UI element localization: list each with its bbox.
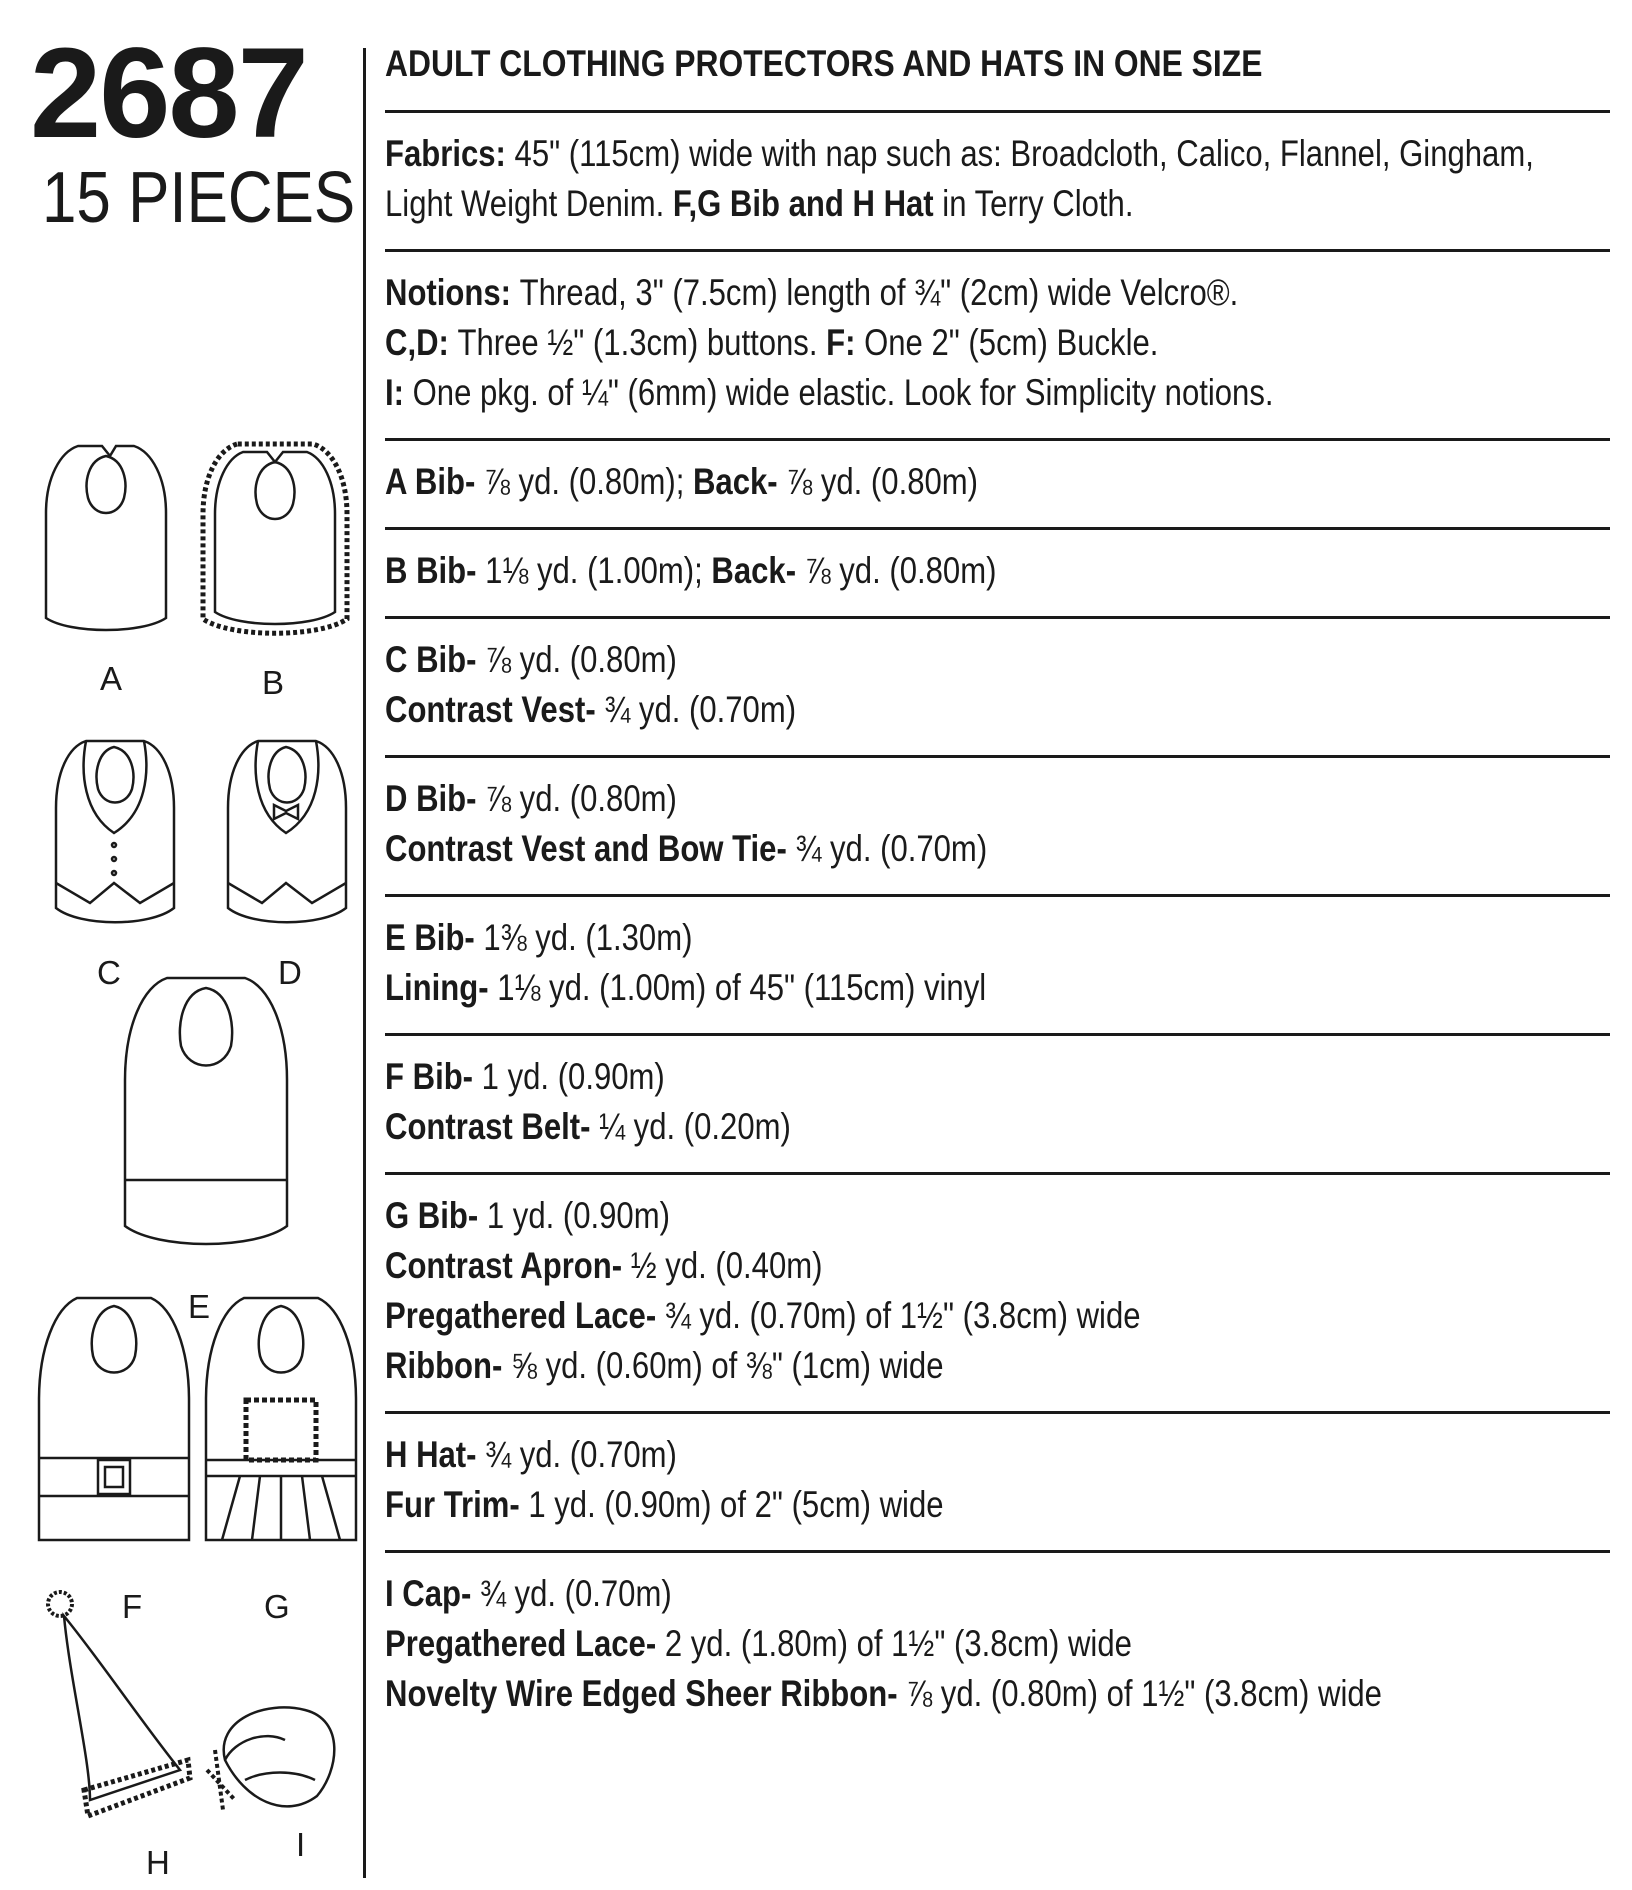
- requirement-label: C,D:: [385, 322, 458, 363]
- requirement-line: [385, 1191, 1414, 1241]
- requirement-section: [385, 1033, 1610, 1172]
- requirement-label: Fabrics:: [385, 133, 515, 174]
- requirement-text: 2 yd. (1.80m) of 1½" (3.8cm) wide: [664, 1623, 1132, 1664]
- requirement-section: [385, 249, 1610, 438]
- figure-label-e: E: [188, 1288, 211, 1325]
- requirement-label: G Bib-: [385, 1195, 487, 1236]
- requirement-text: ¼ yd. (0.20m): [599, 1106, 791, 1147]
- requirement-line: [385, 546, 1414, 596]
- requirement-label: F Bib-: [385, 1056, 482, 1097]
- requirement-label: Contrast Apron-: [385, 1245, 631, 1286]
- requirement-line: [385, 268, 1414, 318]
- requirement-section: [385, 1172, 1610, 1411]
- hat-h-illustration: [40, 1590, 190, 1850]
- requirement-line: [385, 1669, 1414, 1719]
- requirement-text: ⅝ yd. (0.60m) of ⅜" (1cm) wide: [511, 1345, 944, 1386]
- requirement-line: [385, 368, 1414, 418]
- requirement-line: [385, 1052, 1414, 1102]
- requirement-text: 1 yd. (0.90m): [486, 1195, 670, 1236]
- requirement-label: B Bib-: [385, 550, 486, 591]
- requirement-line: [385, 963, 1414, 1013]
- requirement-label: I Cap-: [385, 1573, 480, 1614]
- bib-d-illustration: [222, 733, 352, 933]
- requirement-line: [385, 1341, 1414, 1391]
- pieces-count: 15 PIECES: [42, 158, 356, 238]
- requirement-label: Pregathered Lace-: [385, 1623, 665, 1664]
- requirement-text: One pkg. of ¼" (6mm) wide elastic. Look for Simplicity notions.: [412, 372, 1274, 413]
- requirement-section: [385, 110, 1610, 249]
- requirement-line: [385, 1619, 1414, 1669]
- requirement-text: ¾ yd. (0.70m): [485, 1434, 677, 1475]
- requirement-label: Novelty Wire Edged Sheer Ribbon-: [385, 1673, 907, 1714]
- requirement-text: ¾ yd. (0.70m): [795, 828, 988, 869]
- requirement-section: [385, 438, 1610, 527]
- figure-label-d: D: [278, 954, 302, 991]
- pattern-number: 2687: [30, 22, 307, 165]
- figure-label-f: F: [122, 1588, 143, 1625]
- requirement-section: [385, 755, 1610, 894]
- pattern-title: ADULT CLOTHING PROTECTORS AND HATS IN ONE SIZE: [385, 43, 1263, 84]
- requirement-text: 1⅜ yd. (1.30m): [483, 917, 693, 958]
- requirement-line: [385, 179, 1414, 229]
- requirement-line: [385, 824, 1414, 874]
- yardage-sections: [385, 110, 1610, 1739]
- requirement-section: [385, 894, 1610, 1033]
- requirement-text: 1⅛ yd. (1.00m);: [485, 550, 712, 591]
- requirement-text: Three ½" (1.3cm) buttons.: [457, 322, 827, 363]
- requirement-text: ⅞ yd. (0.80m) of 1½" (3.8cm) wide: [906, 1673, 1382, 1714]
- requirement-label: Pregathered Lace-: [385, 1295, 665, 1336]
- requirement-line: [385, 318, 1414, 368]
- cap-i-illustration: [205, 1700, 345, 1840]
- requirement-text: One 2" (5cm) Buckle.: [864, 322, 1159, 363]
- figure-label-a: A: [100, 660, 123, 697]
- requirement-text: 45" (115cm) wide with nap such as: Broadcloth, Calico, Flannel, Gingham,: [514, 133, 1534, 174]
- requirement-line: [385, 685, 1414, 735]
- requirement-text: 1 yd. (0.90m): [481, 1056, 665, 1097]
- requirement-line: [385, 1291, 1414, 1341]
- requirement-line: [385, 1241, 1414, 1291]
- requirement-line: [385, 1102, 1414, 1152]
- requirements-column: [385, 40, 1610, 1739]
- requirement-label: H Hat-: [385, 1434, 486, 1475]
- requirement-text: ⅞ yd. (0.80m): [485, 778, 677, 819]
- bib-g-illustration: [200, 1290, 362, 1550]
- requirement-line: [385, 1430, 1414, 1480]
- figure-label-i: I: [296, 1826, 306, 1863]
- requirement-label: Back-: [711, 550, 805, 591]
- requirement-label: Lining-: [385, 967, 498, 1008]
- requirement-label: Back-: [692, 461, 787, 502]
- requirement-label: Contrast Belt-: [385, 1106, 600, 1147]
- bib-b-illustration: [197, 434, 352, 644]
- requirement-text: Thread, 3" (7.5cm) length of ¾" (2cm) wide Velcro®.: [519, 272, 1239, 313]
- requirement-text: ¾ yd. (0.70m) of 1½" (3.8cm) wide: [664, 1295, 1141, 1336]
- requirement-text: ¾ yd. (0.70m): [604, 689, 797, 730]
- requirement-label: Notions:: [385, 272, 520, 313]
- requirement-section: [385, 1550, 1610, 1739]
- requirement-text: ⅞ yd. (0.80m): [485, 639, 677, 680]
- requirement-section: [385, 1411, 1610, 1550]
- requirement-line: [385, 457, 1414, 507]
- bib-f-illustration: [33, 1290, 195, 1550]
- requirement-text: ¾ yd. (0.70m): [479, 1573, 672, 1614]
- requirement-label: F,G Bib and H Hat: [672, 183, 934, 224]
- requirement-text: 1⅛ yd. (1.00m) of 45" (115cm) vinyl: [497, 967, 987, 1008]
- requirement-label: I:: [385, 372, 413, 413]
- bib-a-illustration: [40, 438, 172, 638]
- bib-c-illustration: [50, 733, 180, 933]
- requirement-label: F:: [826, 322, 865, 363]
- requirement-text: Light Weight Denim.: [385, 183, 673, 224]
- figure-label-h: H: [146, 1844, 170, 1881]
- requirement-section: [385, 527, 1610, 616]
- requirement-text: ⅞ yd. (0.80m);: [483, 461, 693, 502]
- requirement-line: [385, 129, 1534, 179]
- requirement-label: D Bib-: [385, 778, 486, 819]
- column-divider: [363, 48, 366, 1878]
- requirement-text: ½ yd. (0.40m): [630, 1245, 823, 1286]
- requirement-text: ⅞ yd. (0.80m): [804, 550, 997, 591]
- figure-label-c: C: [97, 954, 121, 991]
- requirement-line: [385, 774, 1414, 824]
- requirement-label: Contrast Vest-: [385, 689, 605, 730]
- requirement-label: A Bib-: [385, 461, 484, 502]
- bib-e-illustration: [117, 970, 295, 1260]
- requirement-text: 1 yd. (0.90m) of 2" (5cm) wide: [528, 1484, 944, 1525]
- figure-label-g: G: [264, 1588, 290, 1625]
- requirement-label: Ribbon-: [385, 1345, 512, 1386]
- requirement-label: Contrast Vest and Bow Tie-: [385, 828, 796, 869]
- requirement-line: [385, 913, 1414, 963]
- requirement-text: ⅞ yd. (0.80m): [786, 461, 979, 502]
- requirement-label: Fur Trim-: [385, 1484, 529, 1525]
- requirement-label: C Bib-: [385, 639, 486, 680]
- requirement-label: E Bib-: [385, 917, 484, 958]
- requirement-section: [385, 616, 1610, 755]
- requirement-line: [385, 635, 1414, 685]
- requirement-line: [385, 1569, 1414, 1619]
- requirement-line: [385, 1480, 1414, 1530]
- requirement-text: in Terry Cloth.: [933, 183, 1134, 224]
- figure-label-b: B: [262, 664, 285, 701]
